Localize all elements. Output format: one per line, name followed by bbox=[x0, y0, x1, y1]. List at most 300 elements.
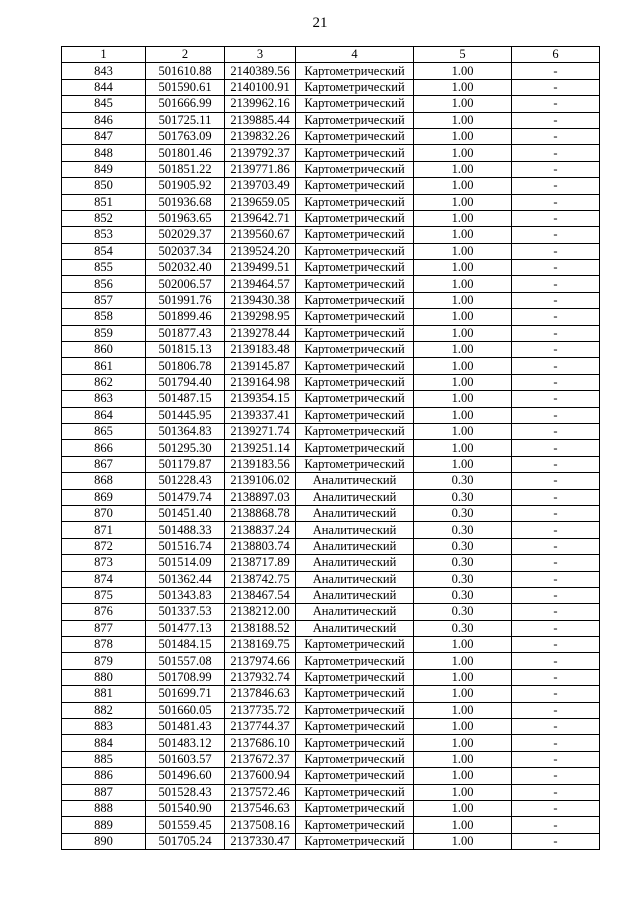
method-cell: Картометрический bbox=[296, 751, 414, 767]
y-coordinate-cell: 2139145.87 bbox=[225, 358, 296, 374]
column-header-1: 1 bbox=[62, 47, 146, 63]
method-cell: Картометрический bbox=[296, 833, 414, 849]
point-number-cell: 850 bbox=[62, 178, 146, 194]
table-row bbox=[62, 243, 600, 259]
y-coordinate-cell: 2139183.56 bbox=[225, 456, 296, 472]
accuracy-cell: 1.00 bbox=[414, 800, 512, 816]
accuracy-cell: 1.00 bbox=[414, 669, 512, 685]
method-cell: Картометрический bbox=[296, 440, 414, 456]
x-coordinate-cell: 501364.83 bbox=[146, 423, 225, 439]
header-row bbox=[62, 47, 600, 63]
point-number-cell: 873 bbox=[62, 555, 146, 571]
note-cell: - bbox=[512, 309, 600, 325]
note-cell: - bbox=[512, 505, 600, 521]
method-cell: Картометрический bbox=[296, 407, 414, 423]
method-cell: Картометрический bbox=[296, 63, 414, 79]
y-coordinate-cell: 2139278.44 bbox=[225, 325, 296, 341]
table-row bbox=[62, 456, 600, 472]
point-number-cell: 887 bbox=[62, 784, 146, 800]
x-coordinate-cell: 501666.99 bbox=[146, 96, 225, 112]
accuracy-cell: 0.30 bbox=[414, 571, 512, 587]
table-row bbox=[62, 833, 600, 849]
point-number-cell: 890 bbox=[62, 833, 146, 849]
point-number-cell: 879 bbox=[62, 653, 146, 669]
method-cell: Картометрический bbox=[296, 735, 414, 751]
method-cell: Аналитический bbox=[296, 604, 414, 620]
method-cell: Картометрический bbox=[296, 178, 414, 194]
method-cell: Картометрический bbox=[296, 784, 414, 800]
accuracy-cell: 1.00 bbox=[414, 735, 512, 751]
x-coordinate-cell: 501540.90 bbox=[146, 800, 225, 816]
table-row bbox=[62, 784, 600, 800]
accuracy-cell: 1.00 bbox=[414, 456, 512, 472]
table-row bbox=[62, 587, 600, 603]
y-coordinate-cell: 2137508.16 bbox=[225, 817, 296, 833]
x-coordinate-cell: 501516.74 bbox=[146, 538, 225, 554]
column-header-5: 5 bbox=[414, 47, 512, 63]
x-coordinate-cell: 501487.15 bbox=[146, 391, 225, 407]
point-number-cell: 860 bbox=[62, 342, 146, 358]
note-cell: - bbox=[512, 145, 600, 161]
point-number-cell: 846 bbox=[62, 112, 146, 128]
method-cell: Картометрический bbox=[296, 702, 414, 718]
table-row bbox=[62, 604, 600, 620]
column-header-4: 4 bbox=[296, 47, 414, 63]
note-cell: - bbox=[512, 161, 600, 177]
method-cell: Аналитический bbox=[296, 489, 414, 505]
method-cell: Картометрический bbox=[296, 145, 414, 161]
point-number-cell: 877 bbox=[62, 620, 146, 636]
note-cell: - bbox=[512, 604, 600, 620]
point-number-cell: 849 bbox=[62, 161, 146, 177]
table-row bbox=[62, 210, 600, 226]
y-coordinate-cell: 2138169.75 bbox=[225, 637, 296, 653]
y-coordinate-cell: 2139251.14 bbox=[225, 440, 296, 456]
point-number-cell: 845 bbox=[62, 96, 146, 112]
note-cell: - bbox=[512, 489, 600, 505]
table-row bbox=[62, 473, 600, 489]
y-coordinate-cell: 2138868.78 bbox=[225, 505, 296, 521]
y-coordinate-cell: 2139832.26 bbox=[225, 128, 296, 144]
y-coordinate-cell: 2139885.44 bbox=[225, 112, 296, 128]
x-coordinate-cell: 501477.13 bbox=[146, 620, 225, 636]
accuracy-cell: 1.00 bbox=[414, 653, 512, 669]
method-cell: Картометрический bbox=[296, 342, 414, 358]
accuracy-cell: 1.00 bbox=[414, 210, 512, 226]
accuracy-cell: 1.00 bbox=[414, 833, 512, 849]
page-number: 21 bbox=[312, 15, 328, 31]
accuracy-cell: 1.00 bbox=[414, 407, 512, 423]
method-cell: Аналитический bbox=[296, 505, 414, 521]
table-row bbox=[62, 719, 600, 735]
point-number-cell: 878 bbox=[62, 637, 146, 653]
method-cell: Картометрический bbox=[296, 243, 414, 259]
accuracy-cell: 0.30 bbox=[414, 489, 512, 505]
y-coordinate-cell: 2139430.38 bbox=[225, 292, 296, 308]
y-coordinate-cell: 2139164.98 bbox=[225, 374, 296, 390]
note-cell: - bbox=[512, 178, 600, 194]
note-cell: - bbox=[512, 194, 600, 210]
note-cell: - bbox=[512, 276, 600, 292]
y-coordinate-cell: 2137735.72 bbox=[225, 702, 296, 718]
method-cell: Картометрический bbox=[296, 128, 414, 144]
note-cell: - bbox=[512, 653, 600, 669]
x-coordinate-cell: 501851.22 bbox=[146, 161, 225, 177]
y-coordinate-cell: 2137572.46 bbox=[225, 784, 296, 800]
note-cell: - bbox=[512, 391, 600, 407]
accuracy-cell: 0.30 bbox=[414, 604, 512, 620]
y-coordinate-cell: 2139298.95 bbox=[225, 309, 296, 325]
note-cell: - bbox=[512, 342, 600, 358]
y-coordinate-cell: 2139642.71 bbox=[225, 210, 296, 226]
method-cell: Картометрический bbox=[296, 292, 414, 308]
point-number-cell: 854 bbox=[62, 243, 146, 259]
x-coordinate-cell: 501445.95 bbox=[146, 407, 225, 423]
point-number-cell: 876 bbox=[62, 604, 146, 620]
table-row bbox=[62, 735, 600, 751]
column-header-2: 2 bbox=[146, 47, 225, 63]
note-cell: - bbox=[512, 473, 600, 489]
note-cell: - bbox=[512, 833, 600, 849]
accuracy-cell: 1.00 bbox=[414, 719, 512, 735]
x-coordinate-cell: 501514.09 bbox=[146, 555, 225, 571]
x-coordinate-cell: 501610.88 bbox=[146, 63, 225, 79]
note-cell: - bbox=[512, 587, 600, 603]
note-cell: - bbox=[512, 702, 600, 718]
y-coordinate-cell: 2139792.37 bbox=[225, 145, 296, 161]
y-coordinate-cell: 2137932.74 bbox=[225, 669, 296, 685]
method-cell: Аналитический bbox=[296, 571, 414, 587]
x-coordinate-cell: 501343.83 bbox=[146, 587, 225, 603]
note-cell: - bbox=[512, 128, 600, 144]
x-coordinate-cell: 501295.30 bbox=[146, 440, 225, 456]
table-row bbox=[62, 309, 600, 325]
note-cell: - bbox=[512, 571, 600, 587]
point-number-cell: 875 bbox=[62, 587, 146, 603]
y-coordinate-cell: 2137686.10 bbox=[225, 735, 296, 751]
accuracy-cell: 1.00 bbox=[414, 637, 512, 653]
x-coordinate-cell: 502006.57 bbox=[146, 276, 225, 292]
table-row bbox=[62, 423, 600, 439]
accuracy-cell: 1.00 bbox=[414, 161, 512, 177]
y-coordinate-cell: 2137330.47 bbox=[225, 833, 296, 849]
note-cell: - bbox=[512, 227, 600, 243]
table-row bbox=[62, 342, 600, 358]
x-coordinate-cell: 501557.08 bbox=[146, 653, 225, 669]
point-number-cell: 866 bbox=[62, 440, 146, 456]
table-row bbox=[62, 637, 600, 653]
x-coordinate-cell: 502029.37 bbox=[146, 227, 225, 243]
accuracy-cell: 1.00 bbox=[414, 243, 512, 259]
y-coordinate-cell: 2139962.16 bbox=[225, 96, 296, 112]
y-coordinate-cell: 2139354.15 bbox=[225, 391, 296, 407]
accuracy-cell: 1.00 bbox=[414, 276, 512, 292]
accuracy-cell: 1.00 bbox=[414, 440, 512, 456]
accuracy-cell: 1.00 bbox=[414, 292, 512, 308]
method-cell: Картометрический bbox=[296, 325, 414, 341]
table-row bbox=[62, 800, 600, 816]
note-cell: - bbox=[512, 456, 600, 472]
method-cell: Картометрический bbox=[296, 374, 414, 390]
column-header-3: 3 bbox=[225, 47, 296, 63]
point-number-cell: 886 bbox=[62, 768, 146, 784]
table-row bbox=[62, 260, 600, 276]
point-number-cell: 862 bbox=[62, 374, 146, 390]
y-coordinate-cell: 2137744.37 bbox=[225, 719, 296, 735]
accuracy-cell: 1.00 bbox=[414, 145, 512, 161]
table-row bbox=[62, 505, 600, 521]
y-coordinate-cell: 2137846.63 bbox=[225, 686, 296, 702]
note-cell: - bbox=[512, 96, 600, 112]
x-coordinate-cell: 501603.57 bbox=[146, 751, 225, 767]
x-coordinate-cell: 501559.45 bbox=[146, 817, 225, 833]
y-coordinate-cell: 2138212.00 bbox=[225, 604, 296, 620]
table-row bbox=[62, 325, 600, 341]
x-coordinate-cell: 501451.40 bbox=[146, 505, 225, 521]
table-row bbox=[62, 227, 600, 243]
y-coordinate-cell: 2139771.86 bbox=[225, 161, 296, 177]
y-coordinate-cell: 2138188.52 bbox=[225, 620, 296, 636]
y-coordinate-cell: 2137974.66 bbox=[225, 653, 296, 669]
y-coordinate-cell: 2137672.37 bbox=[225, 751, 296, 767]
method-cell: Картометрический bbox=[296, 637, 414, 653]
note-cell: - bbox=[512, 423, 600, 439]
x-coordinate-cell: 501484.15 bbox=[146, 637, 225, 653]
accuracy-cell: 1.00 bbox=[414, 768, 512, 784]
accuracy-cell: 1.00 bbox=[414, 96, 512, 112]
y-coordinate-cell: 2137546.63 bbox=[225, 800, 296, 816]
table-row bbox=[62, 489, 600, 505]
x-coordinate-cell: 501801.46 bbox=[146, 145, 225, 161]
accuracy-cell: 1.00 bbox=[414, 817, 512, 833]
method-cell: Картометрический bbox=[296, 194, 414, 210]
point-number-cell: 880 bbox=[62, 669, 146, 685]
method-cell: Картометрический bbox=[296, 79, 414, 95]
point-number-cell: 881 bbox=[62, 686, 146, 702]
table-body bbox=[62, 63, 600, 850]
method-cell: Картометрический bbox=[296, 161, 414, 177]
note-cell: - bbox=[512, 260, 600, 276]
table-row bbox=[62, 440, 600, 456]
accuracy-cell: 0.30 bbox=[414, 555, 512, 571]
x-coordinate-cell: 501590.61 bbox=[146, 79, 225, 95]
method-cell: Аналитический bbox=[296, 587, 414, 603]
table-row bbox=[62, 669, 600, 685]
method-cell: Картометрический bbox=[296, 276, 414, 292]
method-cell: Картометрический bbox=[296, 800, 414, 816]
note-cell: - bbox=[512, 440, 600, 456]
note-cell: - bbox=[512, 735, 600, 751]
note-cell: - bbox=[512, 63, 600, 79]
accuracy-cell: 1.00 bbox=[414, 128, 512, 144]
x-coordinate-cell: 501905.92 bbox=[146, 178, 225, 194]
method-cell: Картометрический bbox=[296, 669, 414, 685]
x-coordinate-cell: 501763.09 bbox=[146, 128, 225, 144]
method-cell: Картометрический bbox=[296, 358, 414, 374]
accuracy-cell: 1.00 bbox=[414, 686, 512, 702]
point-number-cell: 859 bbox=[62, 325, 146, 341]
point-number-cell: 844 bbox=[62, 79, 146, 95]
note-cell: - bbox=[512, 768, 600, 784]
point-number-cell: 869 bbox=[62, 489, 146, 505]
method-cell: Картометрический bbox=[296, 309, 414, 325]
y-coordinate-cell: 2139271.74 bbox=[225, 423, 296, 439]
note-cell: - bbox=[512, 522, 600, 538]
x-coordinate-cell: 501936.68 bbox=[146, 194, 225, 210]
method-cell: Картометрический bbox=[296, 653, 414, 669]
x-coordinate-cell: 501337.53 bbox=[146, 604, 225, 620]
note-cell: - bbox=[512, 292, 600, 308]
x-coordinate-cell: 501228.43 bbox=[146, 473, 225, 489]
y-coordinate-cell: 2138837.24 bbox=[225, 522, 296, 538]
table-row bbox=[62, 768, 600, 784]
point-number-cell: 843 bbox=[62, 63, 146, 79]
x-coordinate-cell: 501488.33 bbox=[146, 522, 225, 538]
note-cell: - bbox=[512, 538, 600, 554]
y-coordinate-cell: 2139464.57 bbox=[225, 276, 296, 292]
accuracy-cell: 1.00 bbox=[414, 63, 512, 79]
point-number-cell: 868 bbox=[62, 473, 146, 489]
y-coordinate-cell: 2138897.03 bbox=[225, 489, 296, 505]
table-row bbox=[62, 128, 600, 144]
accuracy-cell: 1.00 bbox=[414, 342, 512, 358]
table-header bbox=[62, 47, 600, 63]
accuracy-cell: 1.00 bbox=[414, 112, 512, 128]
x-coordinate-cell: 501479.74 bbox=[146, 489, 225, 505]
y-coordinate-cell: 2140389.56 bbox=[225, 63, 296, 79]
table-row bbox=[62, 292, 600, 308]
note-cell: - bbox=[512, 751, 600, 767]
method-cell: Аналитический bbox=[296, 473, 414, 489]
method-cell: Аналитический bbox=[296, 620, 414, 636]
x-coordinate-cell: 501899.46 bbox=[146, 309, 225, 325]
table-row bbox=[62, 620, 600, 636]
point-number-cell: 889 bbox=[62, 817, 146, 833]
x-coordinate-cell: 501660.05 bbox=[146, 702, 225, 718]
method-cell: Картометрический bbox=[296, 456, 414, 472]
accuracy-cell: 1.00 bbox=[414, 374, 512, 390]
x-coordinate-cell: 501794.40 bbox=[146, 374, 225, 390]
table-row bbox=[62, 79, 600, 95]
table-row bbox=[62, 407, 600, 423]
x-coordinate-cell: 501483.12 bbox=[146, 735, 225, 751]
accuracy-cell: 1.00 bbox=[414, 358, 512, 374]
table-row bbox=[62, 571, 600, 587]
point-number-cell: 864 bbox=[62, 407, 146, 423]
table-row bbox=[62, 751, 600, 767]
table-row bbox=[62, 538, 600, 554]
y-coordinate-cell: 2138467.54 bbox=[225, 587, 296, 603]
y-coordinate-cell: 2138803.74 bbox=[225, 538, 296, 554]
note-cell: - bbox=[512, 374, 600, 390]
y-coordinate-cell: 2139560.67 bbox=[225, 227, 296, 243]
y-coordinate-cell: 2139183.48 bbox=[225, 342, 296, 358]
table-row bbox=[62, 358, 600, 374]
method-cell: Картометрический bbox=[296, 227, 414, 243]
x-coordinate-cell: 501991.76 bbox=[146, 292, 225, 308]
point-number-cell: 883 bbox=[62, 719, 146, 735]
note-cell: - bbox=[512, 555, 600, 571]
table-row bbox=[62, 374, 600, 390]
y-coordinate-cell: 2139499.51 bbox=[225, 260, 296, 276]
point-number-cell: 865 bbox=[62, 423, 146, 439]
accuracy-cell: 1.00 bbox=[414, 423, 512, 439]
column-header-6: 6 bbox=[512, 47, 600, 63]
point-number-cell: 884 bbox=[62, 735, 146, 751]
accuracy-cell: 1.00 bbox=[414, 227, 512, 243]
x-coordinate-cell: 501815.13 bbox=[146, 342, 225, 358]
accuracy-cell: 1.00 bbox=[414, 309, 512, 325]
method-cell: Аналитический bbox=[296, 522, 414, 538]
note-cell: - bbox=[512, 112, 600, 128]
y-coordinate-cell: 2139659.05 bbox=[225, 194, 296, 210]
point-number-cell: 867 bbox=[62, 456, 146, 472]
x-coordinate-cell: 501481.43 bbox=[146, 719, 225, 735]
point-number-cell: 888 bbox=[62, 800, 146, 816]
point-number-cell: 874 bbox=[62, 571, 146, 587]
accuracy-cell: 1.00 bbox=[414, 784, 512, 800]
x-coordinate-cell: 502037.34 bbox=[146, 243, 225, 259]
point-number-cell: 861 bbox=[62, 358, 146, 374]
table-row bbox=[62, 522, 600, 538]
coordinates-table bbox=[61, 46, 600, 850]
accuracy-cell: 1.00 bbox=[414, 79, 512, 95]
method-cell: Картометрический bbox=[296, 260, 414, 276]
table-row bbox=[62, 63, 600, 79]
method-cell: Картометрический bbox=[296, 423, 414, 439]
method-cell: Аналитический bbox=[296, 538, 414, 554]
table-row bbox=[62, 145, 600, 161]
accuracy-cell: 1.00 bbox=[414, 194, 512, 210]
accuracy-cell: 1.00 bbox=[414, 325, 512, 341]
table-row bbox=[62, 161, 600, 177]
note-cell: - bbox=[512, 210, 600, 226]
table-row bbox=[62, 653, 600, 669]
note-cell: - bbox=[512, 800, 600, 816]
accuracy-cell: 0.30 bbox=[414, 522, 512, 538]
y-coordinate-cell: 2140100.91 bbox=[225, 79, 296, 95]
accuracy-cell: 1.00 bbox=[414, 751, 512, 767]
x-coordinate-cell: 501963.65 bbox=[146, 210, 225, 226]
point-number-cell: 885 bbox=[62, 751, 146, 767]
note-cell: - bbox=[512, 325, 600, 341]
method-cell: Картометрический bbox=[296, 686, 414, 702]
x-coordinate-cell: 501179.87 bbox=[146, 456, 225, 472]
method-cell: Картометрический bbox=[296, 768, 414, 784]
note-cell: - bbox=[512, 79, 600, 95]
note-cell: - bbox=[512, 817, 600, 833]
point-number-cell: 855 bbox=[62, 260, 146, 276]
y-coordinate-cell: 2138717.89 bbox=[225, 555, 296, 571]
point-number-cell: 852 bbox=[62, 210, 146, 226]
point-number-cell: 847 bbox=[62, 128, 146, 144]
note-cell: - bbox=[512, 358, 600, 374]
note-cell: - bbox=[512, 407, 600, 423]
accuracy-cell: 1.00 bbox=[414, 178, 512, 194]
x-coordinate-cell: 501708.99 bbox=[146, 669, 225, 685]
table-row bbox=[62, 391, 600, 407]
point-number-cell: 872 bbox=[62, 538, 146, 554]
x-coordinate-cell: 501362.44 bbox=[146, 571, 225, 587]
accuracy-cell: 0.30 bbox=[414, 587, 512, 603]
accuracy-cell: 0.30 bbox=[414, 473, 512, 489]
table-row bbox=[62, 686, 600, 702]
x-coordinate-cell: 501528.43 bbox=[146, 784, 225, 800]
point-number-cell: 870 bbox=[62, 505, 146, 521]
x-coordinate-cell: 501806.78 bbox=[146, 358, 225, 374]
table-row bbox=[62, 178, 600, 194]
method-cell: Картометрический bbox=[296, 210, 414, 226]
